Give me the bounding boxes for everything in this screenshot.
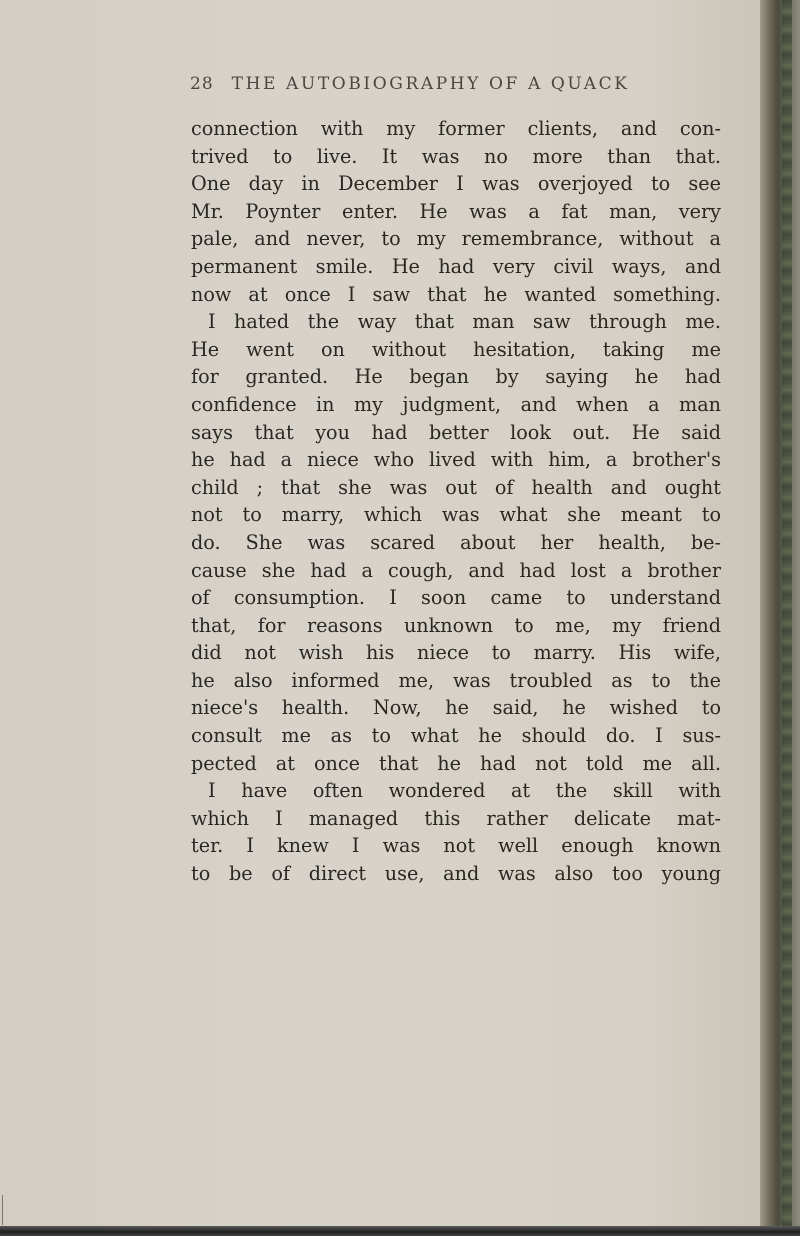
book-binding-edge bbox=[760, 0, 800, 1236]
text-line: consult me as to what he should do. I sus- bbox=[191, 724, 721, 748]
text-line: pale, and never, to my remembrance, without a bbox=[191, 227, 721, 251]
page-number: 28 bbox=[190, 74, 214, 94]
text-line: now at once I saw that he wanted something. bbox=[191, 282, 721, 306]
text-line: permanent smile. He had very civil ways, and bbox=[191, 254, 721, 278]
text-line: not to marry, which was what she meant to bbox=[191, 503, 721, 527]
text-line: niece's health. Now, he said, he wished to bbox=[191, 696, 721, 720]
text-line: He went on without hesitation, taking me bbox=[191, 337, 721, 361]
body-text bbox=[191, 115, 721, 888]
text-line: confidence in my judgment, and when a man bbox=[191, 392, 721, 416]
binding-texture bbox=[782, 0, 792, 1236]
text-line: of consumption. I soon came to understand bbox=[191, 586, 721, 610]
text-line: ter. I knew I was not well enough known bbox=[191, 834, 721, 858]
page-bottom-edge bbox=[0, 1226, 800, 1236]
text-line: do. She was scared about her health, be- bbox=[191, 530, 721, 554]
text-line: he also informed me, was troubled as to the bbox=[191, 668, 721, 692]
text-line: to be of direct use, and was also too young bbox=[191, 862, 721, 886]
text-line: One day in December I was overjoyed to see bbox=[191, 172, 721, 196]
text-line: child ; that she was out of health and ought bbox=[191, 475, 721, 499]
text-line: trived to live. It was no more than that. bbox=[191, 144, 721, 168]
text-line: for granted. He began by saying he had bbox=[191, 365, 721, 389]
text-line: he had a niece who lived with him, a brother's bbox=[191, 448, 721, 472]
text-line: cause she had a cough, and had lost a brother bbox=[191, 558, 721, 582]
text-line: I have often wondered at the skill with bbox=[208, 779, 721, 803]
page-margin-mark bbox=[2, 1195, 25, 1225]
text-line: did not wish his niece to marry. His wife, bbox=[191, 641, 721, 665]
text-line: connection with my former clients, and con- bbox=[191, 117, 721, 140]
running-title: THE AUTOBIOGRAPHY OF A QUACK bbox=[231, 74, 630, 94]
text-line: I hated the way that man saw through me. bbox=[208, 310, 721, 334]
text-line: that, for reasons unknown to me, my friend bbox=[191, 613, 721, 637]
text-line: which I managed this rather delicate mat- bbox=[191, 806, 721, 830]
text-line: Mr. Poynter enter. He was a fat man, very bbox=[191, 199, 721, 223]
text-line: pected at once that he had not told me all. bbox=[191, 751, 721, 775]
text-line: says that you had better look out. He said bbox=[191, 420, 721, 444]
running-head bbox=[190, 74, 630, 94]
